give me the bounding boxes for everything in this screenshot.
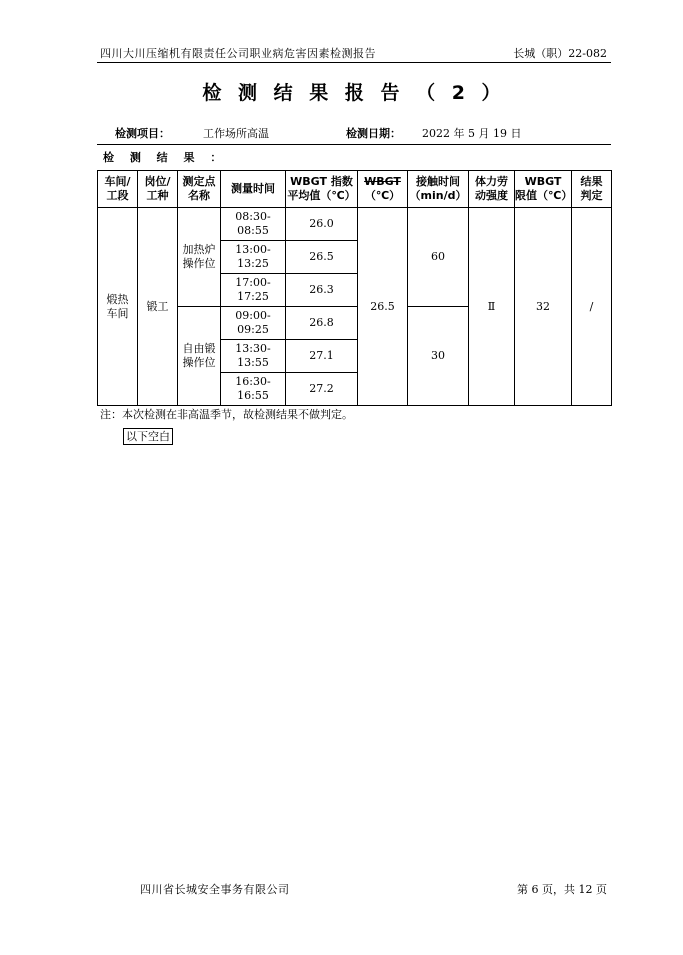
point-cell: 自由锻 操作位: [178, 307, 221, 406]
blank-below-box: 以下空白: [123, 428, 173, 445]
header-report-number: 长城（职）22-082: [513, 47, 607, 60]
table-row: [98, 208, 612, 241]
time-cell: 09:00-09:25: [221, 307, 286, 340]
wbgt-cell: 26.5: [358, 208, 408, 406]
value-cell: 27.1: [286, 340, 358, 373]
labor-cell: Ⅱ: [469, 208, 515, 406]
item-value: 工作场所高温: [203, 127, 269, 140]
time-cell: 13:00-13:25: [221, 241, 286, 274]
time-cell: 13:30-13:55: [221, 340, 286, 373]
point-cell: 加热炉 操作位: [178, 208, 221, 307]
date-value: 2022 年 5 月 19 日: [422, 127, 522, 140]
header-judge: 结果 判定: [572, 171, 612, 208]
value-cell: 26.8: [286, 307, 358, 340]
header-wbgt-avg: WBGT 指数 平均值（℃）: [286, 171, 358, 208]
header-point: 测定点 名称: [178, 171, 221, 208]
header-post: 岗位/ 工种: [138, 171, 178, 208]
page-title: 检 测 结 果 报 告 （ 2 ）: [202, 82, 506, 104]
time-cell: 08:30-08:55: [221, 208, 286, 241]
results-table: [97, 170, 612, 406]
value-cell: 26.5: [286, 241, 358, 274]
result-label: 检 测 结 果 ：: [103, 151, 228, 164]
table-note: 注：本次检测在非高温季节，故检测结果不做判定。: [100, 408, 353, 421]
contact-cell: 60: [408, 208, 469, 307]
footer-company: 四川省长城安全事务有限公司: [140, 883, 290, 896]
post-cell: 锻工: [138, 208, 178, 406]
header-workshop: 车间/ 工段: [98, 171, 138, 208]
header-time: 测量时间: [221, 171, 286, 208]
header-wbgt: WBGT （℃）: [358, 171, 408, 208]
footer-page-number: 第 6 页，共 12 页: [517, 883, 607, 896]
date-label: 检测日期：: [346, 127, 401, 140]
judge-cell: /: [572, 208, 612, 406]
time-cell: 16:30-16:55: [221, 373, 286, 406]
header-contact: 接触时间 （min/d）: [408, 171, 469, 208]
header-labor: 体力劳 动强度: [469, 171, 515, 208]
table-header-row: [98, 171, 612, 208]
contact-cell: 30: [408, 307, 469, 406]
header-divider: [97, 62, 611, 63]
time-cell: 17:00-17:25: [221, 274, 286, 307]
header-company-report: 四川大川压缩机有限责任公司职业病危害因素检测报告: [100, 47, 376, 60]
header-limit: WBGT 限值（℃）: [515, 171, 572, 208]
workshop-cell: 煅热 车间: [98, 208, 138, 406]
item-label: 检测项目：: [115, 127, 170, 140]
value-cell: 26.3: [286, 274, 358, 307]
value-cell: 26.0: [286, 208, 358, 241]
value-cell: 27.2: [286, 373, 358, 406]
meta-divider: [97, 144, 611, 145]
limit-cell: 32: [515, 208, 572, 406]
